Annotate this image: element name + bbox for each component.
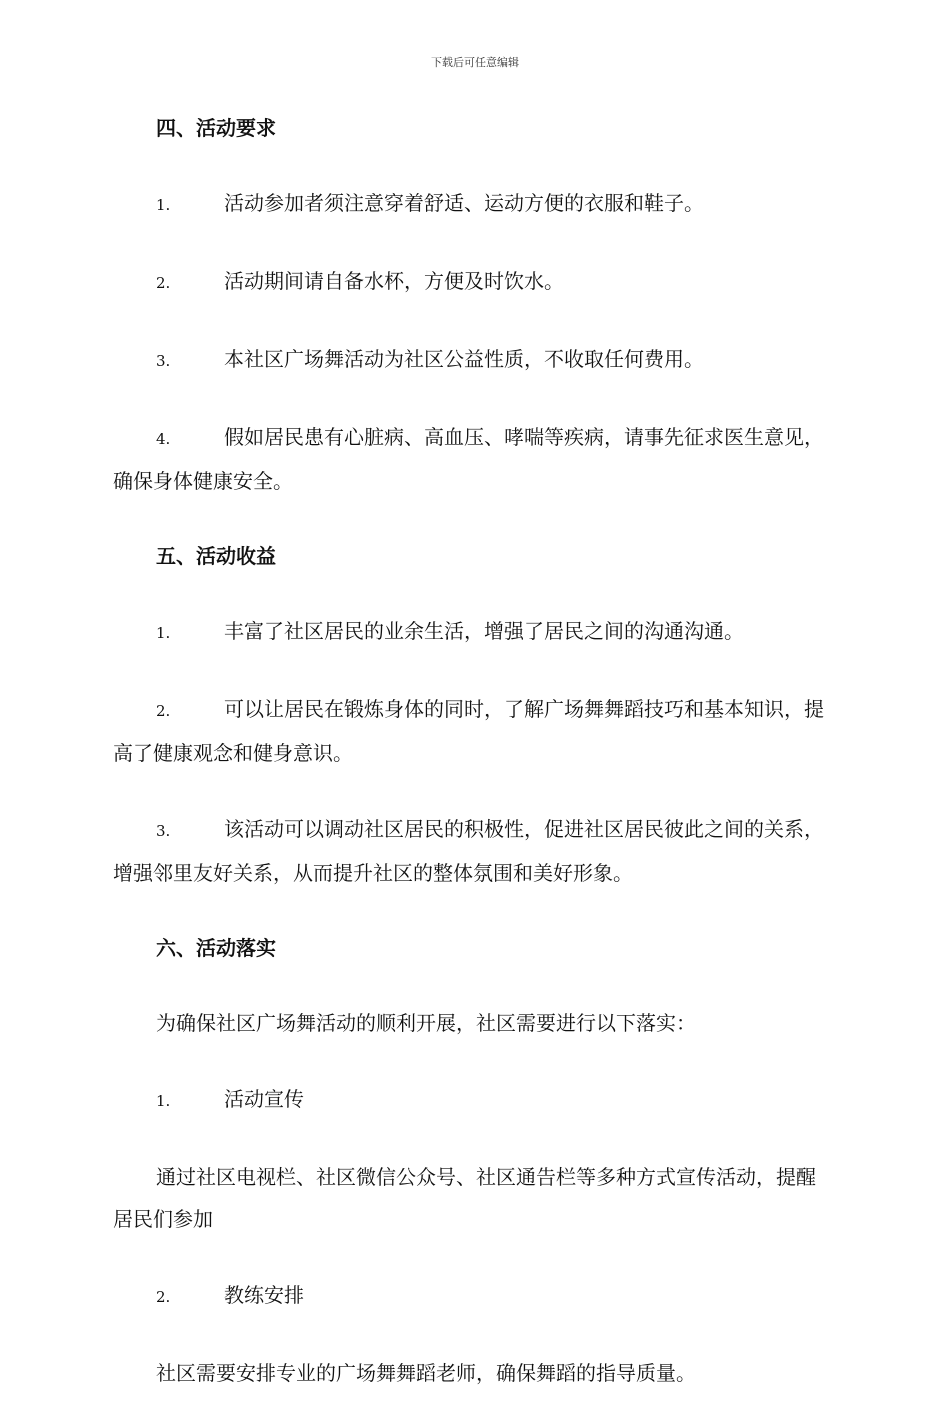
list-item [113,1078,835,1122]
body-paragraph: 通过社区电视栏、社区微信公众号、社区通告栏等多种方式宣传活动，提醒居民们参加 [113,1165,816,1231]
list-item [113,688,835,774]
body-paragraph: 社区需要安排专业的广场舞舞蹈老师，确保舞蹈的指导质量。 [156,1361,696,1385]
section-heading-requirements: 四、活动要求 [156,116,276,140]
item-number: 2. [156,274,171,292]
intro-paragraph: 为确保社区广场舞活动的顺利开展，社区需要进行以下落实： [156,1011,696,1035]
section-heading-implementation: 六、活动落实 [156,936,276,960]
item-number: 2. [156,702,171,720]
item-text: 可以让居民在锻炼身体的同时，了解广场舞舞蹈技巧和基本知识，提高了健康观念和健身意识。 [113,697,824,765]
item-number: 3. [156,352,171,370]
item-text: 假如居民患有心脏病、高血压、哮喘等疾病，请事先征求医生意见，确保身体健康安全。 [113,425,824,493]
item-text: 本社区广场舞活动为社区公益性质，不收取任何费用。 [224,347,704,371]
document-body [113,108,835,1428]
item-text: 活动宣传 [224,1087,304,1111]
item-text: 该活动可以调动社区居民的积极性，促进社区居民彼此之间的关系，增强邻里友好关系，从而提升社区的整体氛围和美好形象。 [113,817,824,885]
item-text: 丰富了社区居民的业余生活，增强了居民之间的沟通沟通。 [224,619,744,643]
list-item [113,260,835,304]
list-item [113,808,835,894]
list-item [113,1274,835,1318]
item-text: 教练安排 [224,1283,304,1307]
page-header: 下载后可任意编辑 [431,56,519,69]
list-item [113,610,835,654]
item-text: 活动期间请自备水杯，方便及时饮水。 [224,269,564,293]
item-number: 1. [156,624,171,642]
item-number: 3. [156,822,171,840]
list-item [113,416,835,502]
list-item [113,182,835,226]
item-text: 活动参加者须注意穿着舒适、运动方便的衣服和鞋子。 [224,191,704,215]
item-number: 1. [156,1092,171,1110]
section-heading-benefits: 五、活动收益 [156,544,276,568]
item-number: 1. [156,196,171,214]
item-number: 4. [156,430,171,448]
item-number: 2. [156,1288,171,1306]
list-item [113,338,835,382]
